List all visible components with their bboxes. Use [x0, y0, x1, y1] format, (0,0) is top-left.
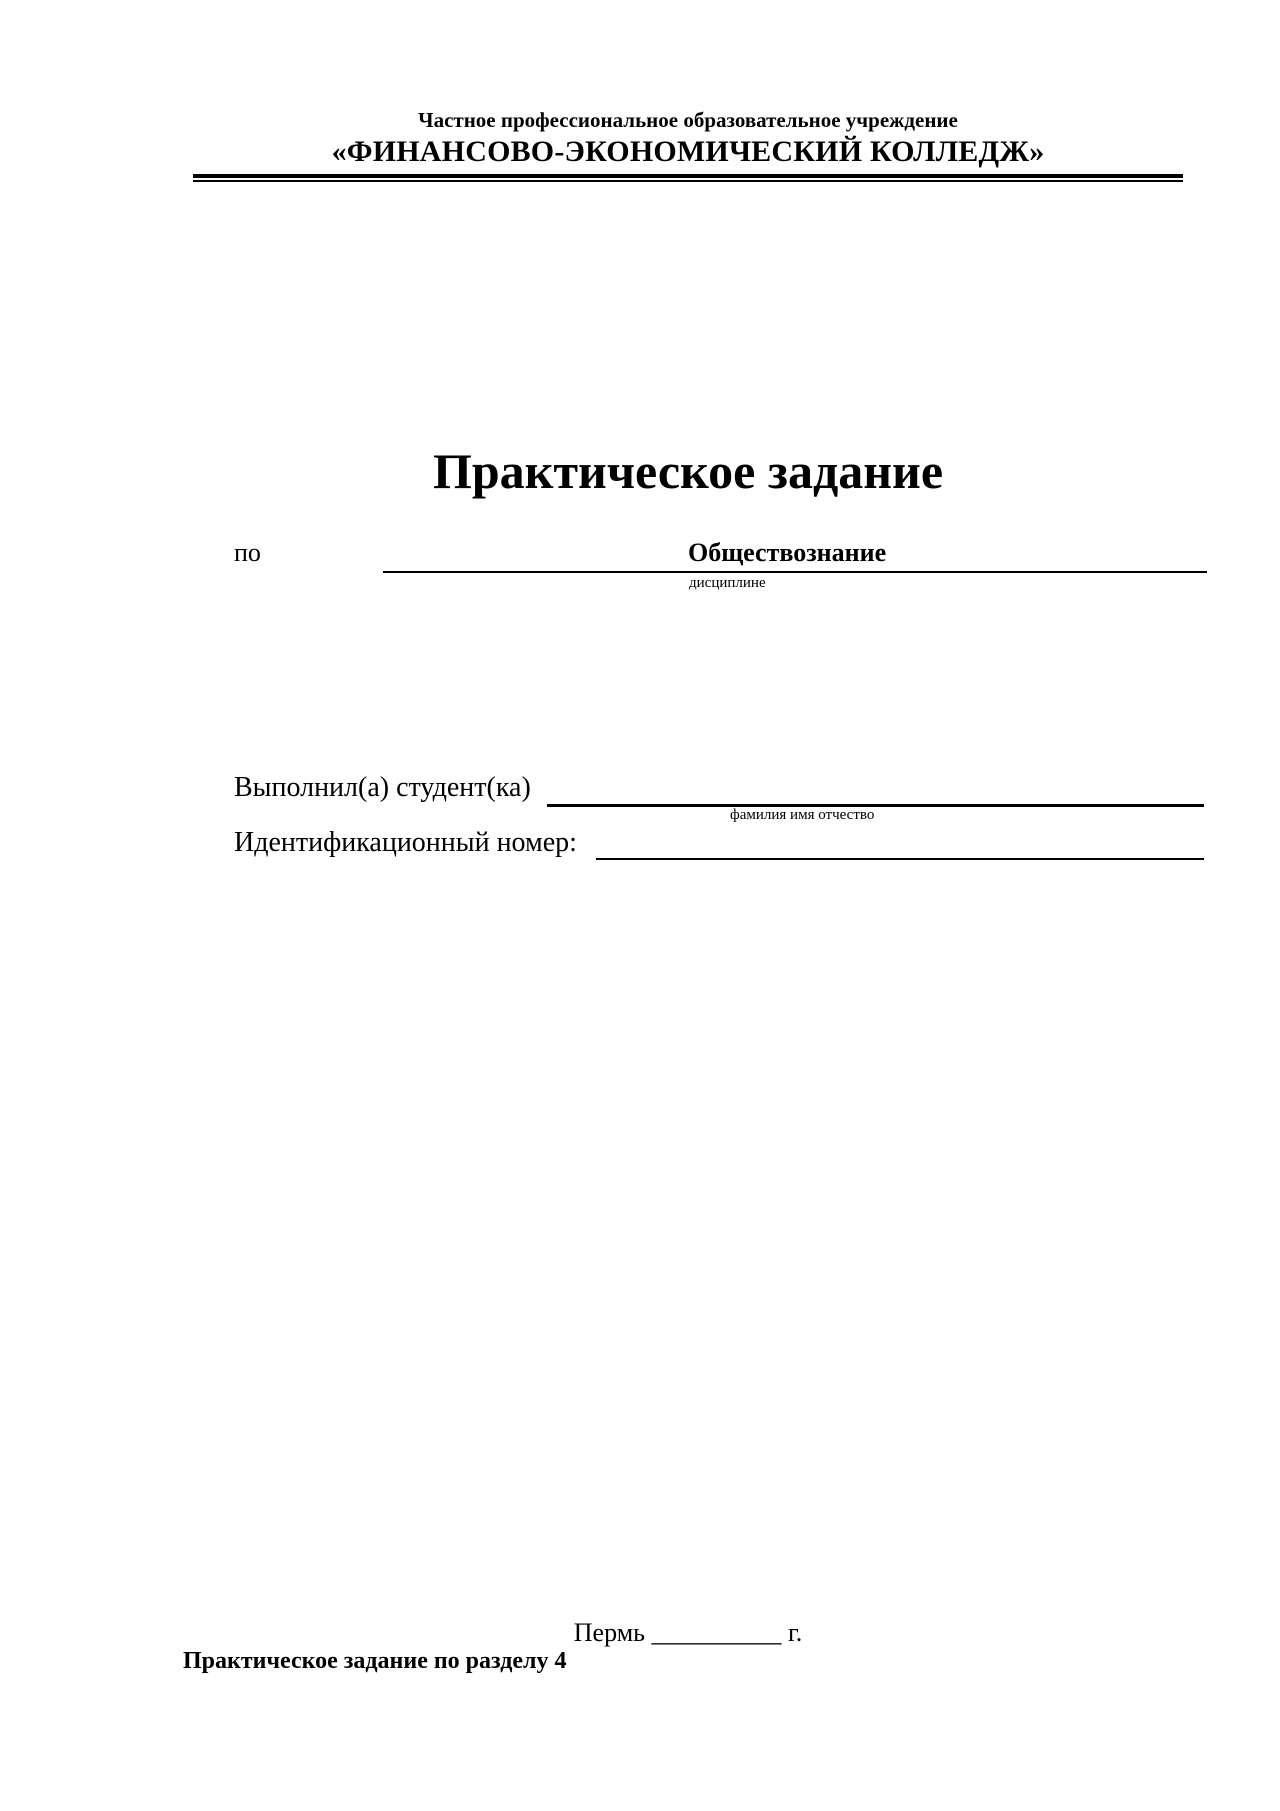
id-number-label: Идентификационный номер:: [234, 827, 577, 858]
student-name-field[interactable]: [547, 804, 1204, 807]
student-caption: фамилия имя отчество: [730, 807, 875, 823]
discipline-caption: дисциплине: [689, 575, 766, 591]
institution-name: «ФИНАНСОВО-ЭКОНОМИЧЕСКИЙ КОЛЛЕДЖ»: [331, 135, 1045, 168]
header-rule-thin: [193, 180, 1183, 182]
student-label: Выполнил(а) студент(ка): [234, 772, 531, 803]
header-rule-thick: [193, 174, 1183, 178]
id-number-field[interactable]: [596, 858, 1204, 860]
section-heading: Практическое задание по разделу 4: [183, 1648, 567, 1674]
discipline-value: Обществознание: [688, 538, 887, 567]
city-year-line: Пермь __________ г.: [573, 1618, 803, 1647]
discipline-prefix: по: [234, 538, 261, 567]
document-title: Практическое задание: [432, 443, 944, 499]
discipline-underline: [383, 571, 1207, 573]
institution-type: Частное профессиональное образовательное учреждение: [418, 108, 958, 132]
